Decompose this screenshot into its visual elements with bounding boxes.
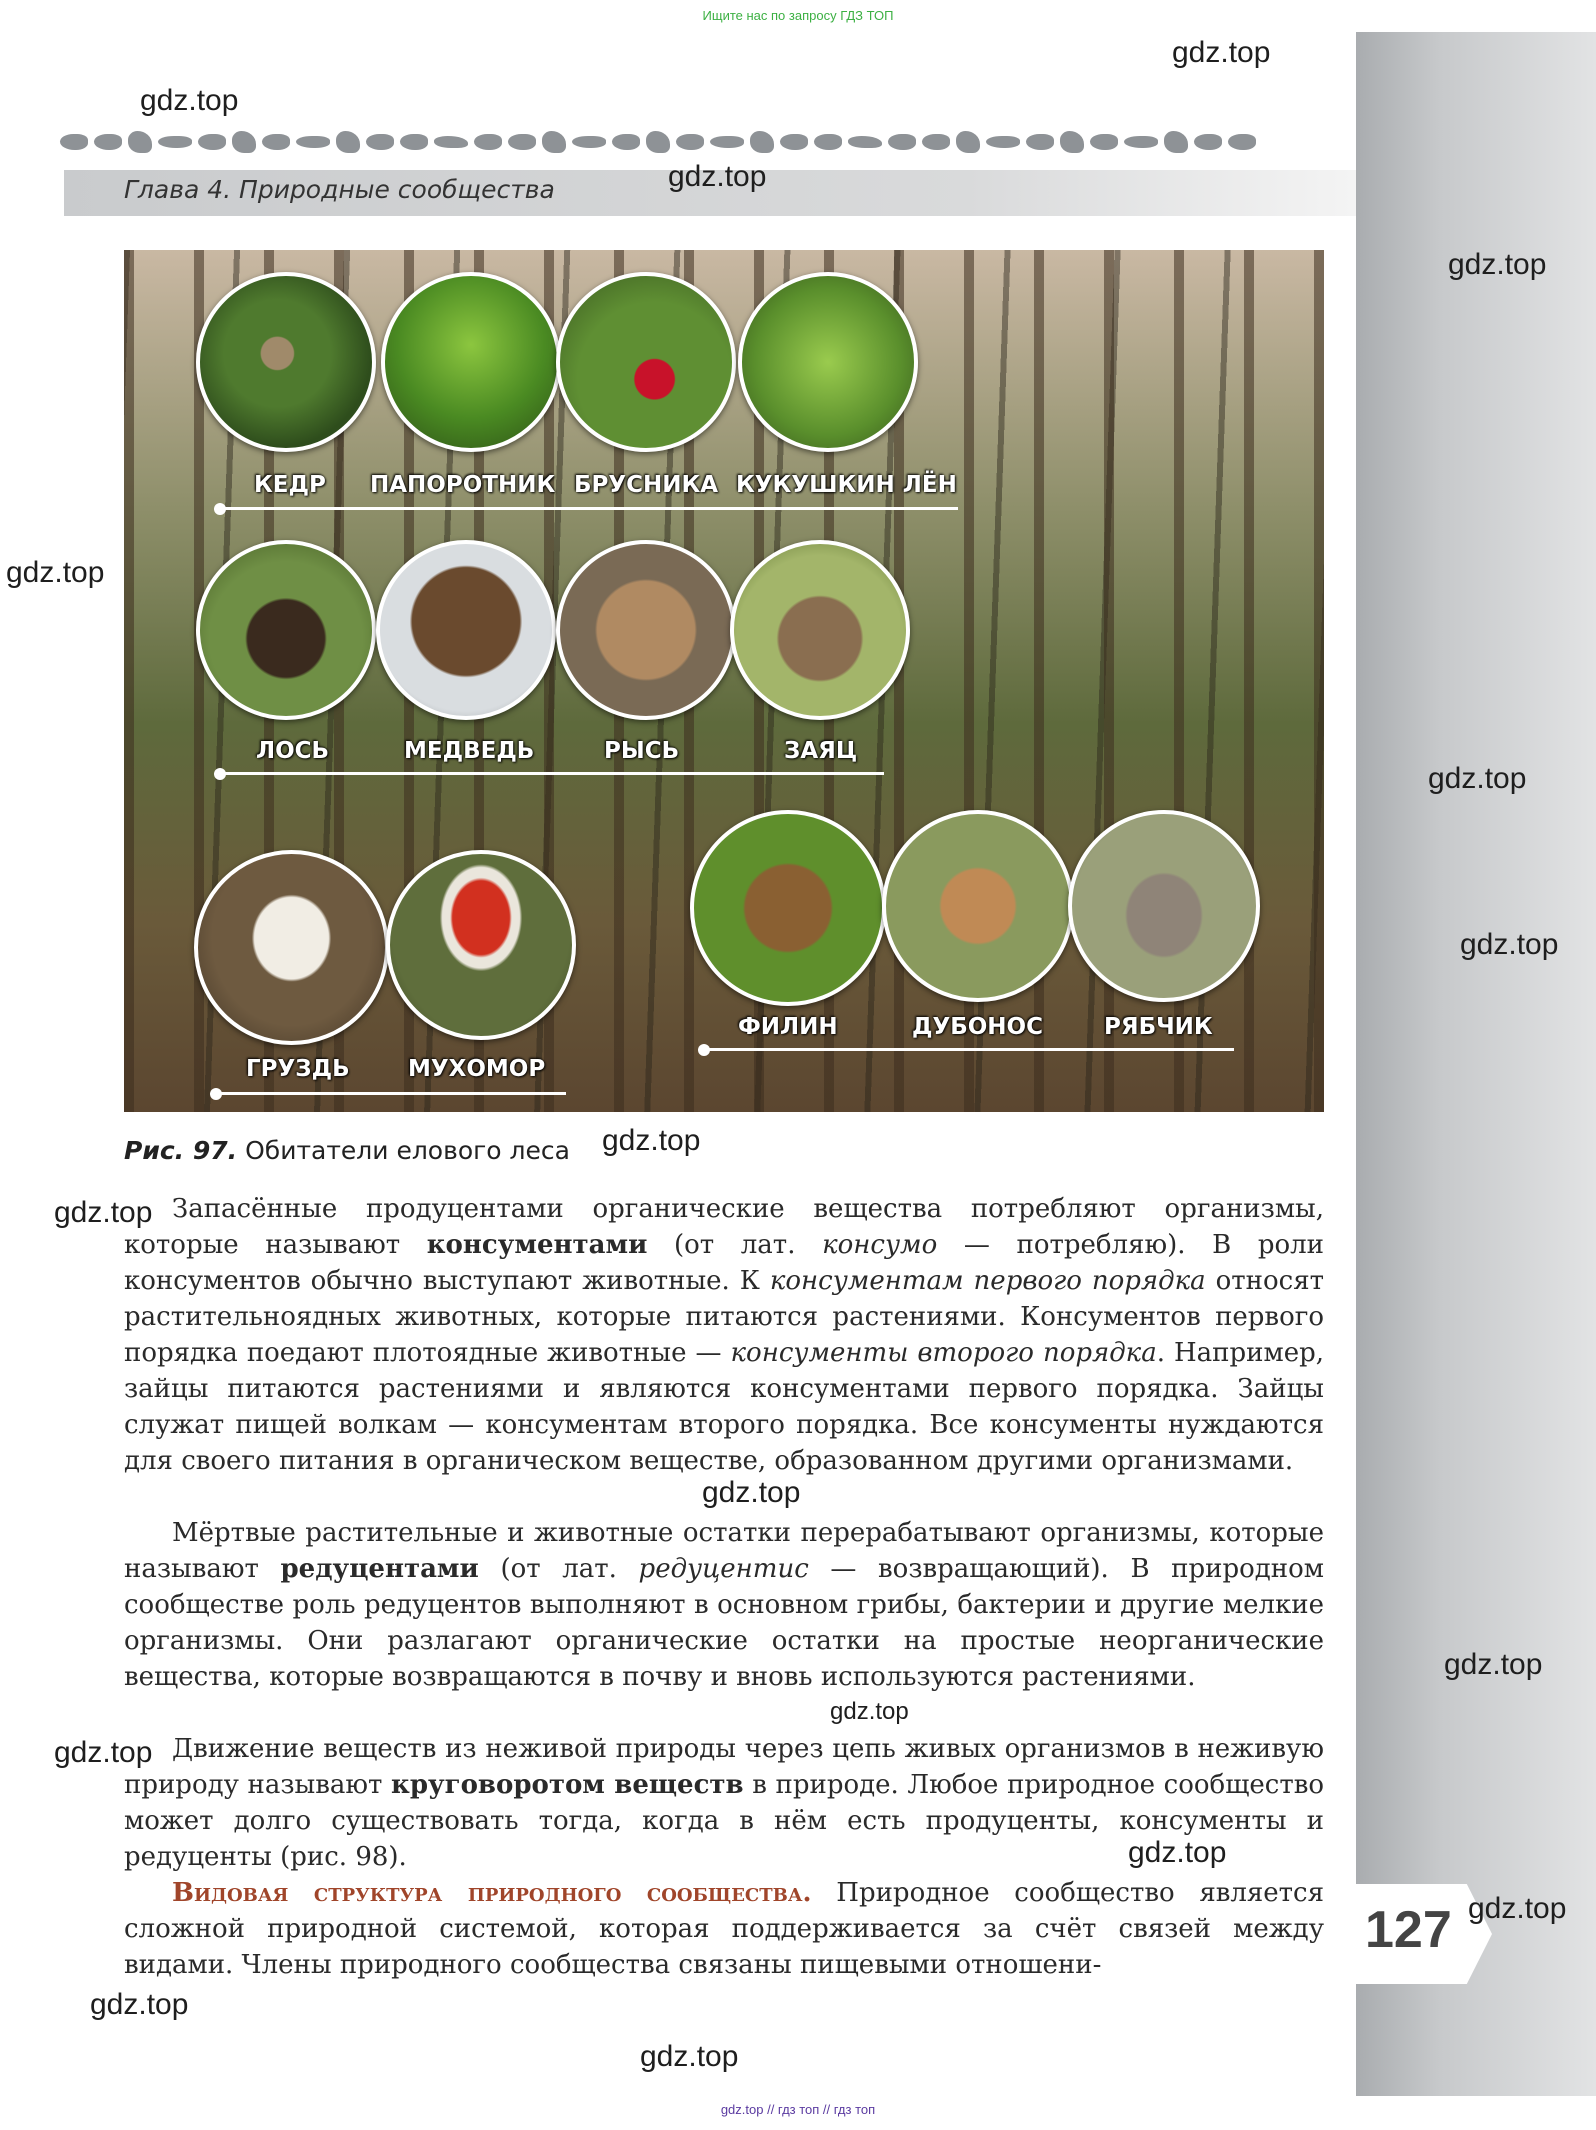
fly-agaric-photo [386,850,576,1040]
term-cycle: круговоротом веществ [391,1770,744,1800]
watermark: gdz.top [640,2040,739,2073]
label-gruzd: ГРУЗДЬ [246,1056,350,1082]
watermark: gdz.top [702,1476,801,1509]
animal-icon [750,131,774,153]
animal-icon [814,134,842,150]
latin-term: консумо [822,1230,938,1260]
lingonberry-photo [556,272,736,452]
row-line [218,1092,566,1095]
chapter-title: Глава 4. Природные сообщества [124,175,555,204]
animal-icon [128,131,152,153]
haircap-moss-photo [738,272,918,452]
animal-icon [296,136,330,148]
label-brusnika: БРУСНИКА [574,472,719,498]
watermark: gdz.top [1448,248,1547,281]
text-run: (от лат. [478,1554,639,1584]
animal-icon [508,134,536,150]
animal-icon [956,131,980,153]
animal-icon [1194,134,1222,150]
watermark: gdz.top [1468,1892,1567,1925]
animal-icon [366,134,394,150]
animal-icon [474,134,502,150]
label-zayac: ЗАЯЦ [784,738,858,764]
watermark: gdz.top [830,1698,909,1725]
animal-icon [60,134,88,150]
label-medved: МЕДВЕДЬ [404,738,535,764]
animal-icon [780,134,808,150]
animal-icon [158,136,192,148]
row-line [706,1048,1234,1051]
text-run: в природе. Любое природное сообщество может долго существовать тогда, когда в нём есть продуценты, консументы и редуценты (рис. 98). [124,1770,1325,1872]
watermark: gdz.top [602,1124,701,1157]
animal-silhouettes-strip [60,122,1260,162]
animal-icon [572,136,606,148]
animal-icon [400,134,428,150]
label-kukushkin-len: КУКУШКИН ЛЁН [736,472,957,498]
animal-icon [888,134,916,150]
term-consumers: консументами [426,1230,648,1260]
animal-icon [94,134,122,150]
bottom-banner[interactable]: gdz.top // гдз топ // гдз топ [720,2102,876,2117]
label-ryabchik: РЯБЧИК [1104,1014,1213,1040]
text-run: Природное сообщество является сложной природной системой, которая поддерживается за счёт связей между видами. Члены природного сообщества связаны пищевыми отношени- [124,1878,1325,1980]
watermark: gdz.top [1428,762,1527,795]
animal-icon [646,131,670,153]
watermark: gdz.top [1444,1648,1543,1681]
bear-photo [376,540,556,720]
kedr-photo [196,272,376,452]
animal-icon [848,136,882,148]
page-number: 127 [1365,1901,1452,1959]
term-second-order: консументы второго порядка [730,1338,1157,1368]
row-line [222,507,958,510]
page-margin-strip [1356,32,1596,2096]
term-decomposers: редуцентами [280,1554,479,1584]
label-muhomor: МУХОМОР [408,1056,546,1082]
animal-icon [262,134,290,150]
watermark: gdz.top [140,84,239,117]
paragraph-decomposers [124,1515,1324,1695]
top-banner[interactable]: Ищите нас по запросу ГДЗ ТОП [702,8,894,23]
label-dubonos: ДУБОНОС [912,1014,1043,1040]
watermark: gdz.top [1172,36,1271,69]
watermark: gdz.top [54,1736,153,1769]
hazel-grouse-photo [1068,810,1260,1002]
text-run: — потребляю). В роли консументов обычно выступают животные. К [124,1230,1324,1296]
hare-photo [730,540,910,720]
animal-icon [336,131,360,153]
milk-mushroom-photo [194,850,389,1045]
label-los: ЛОСЬ [256,738,330,764]
watermark: gdz.top [1128,1836,1227,1869]
figure-number: Рис. 97. [124,1136,238,1165]
label-kedr: КЕДР [254,472,326,498]
animal-icon [986,136,1020,148]
animal-icon [1060,131,1084,153]
latin-term: редуцентис [638,1554,809,1584]
animal-icon [1026,134,1054,150]
paragraph-consumers [124,1191,1324,1479]
label-paporotnik: ПАПОРОТНИК [370,472,556,498]
animal-icon [922,134,950,150]
animal-icon [232,131,256,153]
text-run: — возвращающий). В природном сообществе роль редуцентов выполняют в основном грибы, бактерии и другие мелкие организмы. Они разлагают органические остатки на простые неорганические вещества, которые возвращаются в почву и вновь используются растениями. [124,1554,1324,1692]
label-rys: РЫСЬ [604,738,680,764]
lynx-photo [556,540,736,720]
animal-icon [1164,131,1188,153]
section-heading: Видовая структура природного сообщества. [172,1878,812,1908]
fern-photo [381,272,561,452]
text-run: Мёртвые растительные и животные остатки перерабатывают организмы, которые называют [124,1518,1324,1584]
animal-icon [1228,134,1256,150]
animal-icon [1090,134,1118,150]
text-run: Запасённые продуцентами органические вещества потребляют организмы, которые называют [124,1194,1324,1260]
label-filin: ФИЛИН [738,1014,838,1040]
moose-photo [196,540,376,720]
forest-figure [124,250,1324,1112]
animal-icon [542,131,566,153]
animal-icon [710,136,744,148]
animal-icon [676,134,704,150]
watermark: gdz.top [54,1196,153,1229]
animal-icon [612,134,640,150]
figure-caption-text: Обитатели елового леса [237,1136,570,1165]
hawfinch-photo [882,810,1074,1002]
figure-caption [124,1136,570,1165]
animal-icon [434,136,468,148]
text-run: Движение веществ из неживой природы через цепь живых организмов в неживую природу называют [124,1734,1324,1800]
watermark: gdz.top [6,556,105,589]
term-first-order: консументам первого порядка [769,1266,1206,1296]
text-run: относят растительноядных животных, которые питаются растениями. Консументов первого порядка поедают плотоядные животные — [124,1266,1324,1368]
eagle-owl-photo [690,810,886,1006]
watermark: gdz.top [1460,928,1559,961]
text-run: . Например, зайцы питаются растениями и являются консументами первого порядка. Зайцы служат пищей волкам — консументам второго порядка. Все консументы нуждаются для своего питания в органическом веществе, образованном другими организмами. [124,1338,1325,1476]
text-run: (от лат. [647,1230,823,1260]
paragraph-species-structure [124,1875,1324,1983]
animal-icon [198,134,226,150]
watermark: gdz.top [90,1988,189,2021]
animal-icon [1124,136,1158,148]
watermark: gdz.top [668,160,767,193]
row-line [222,772,884,775]
